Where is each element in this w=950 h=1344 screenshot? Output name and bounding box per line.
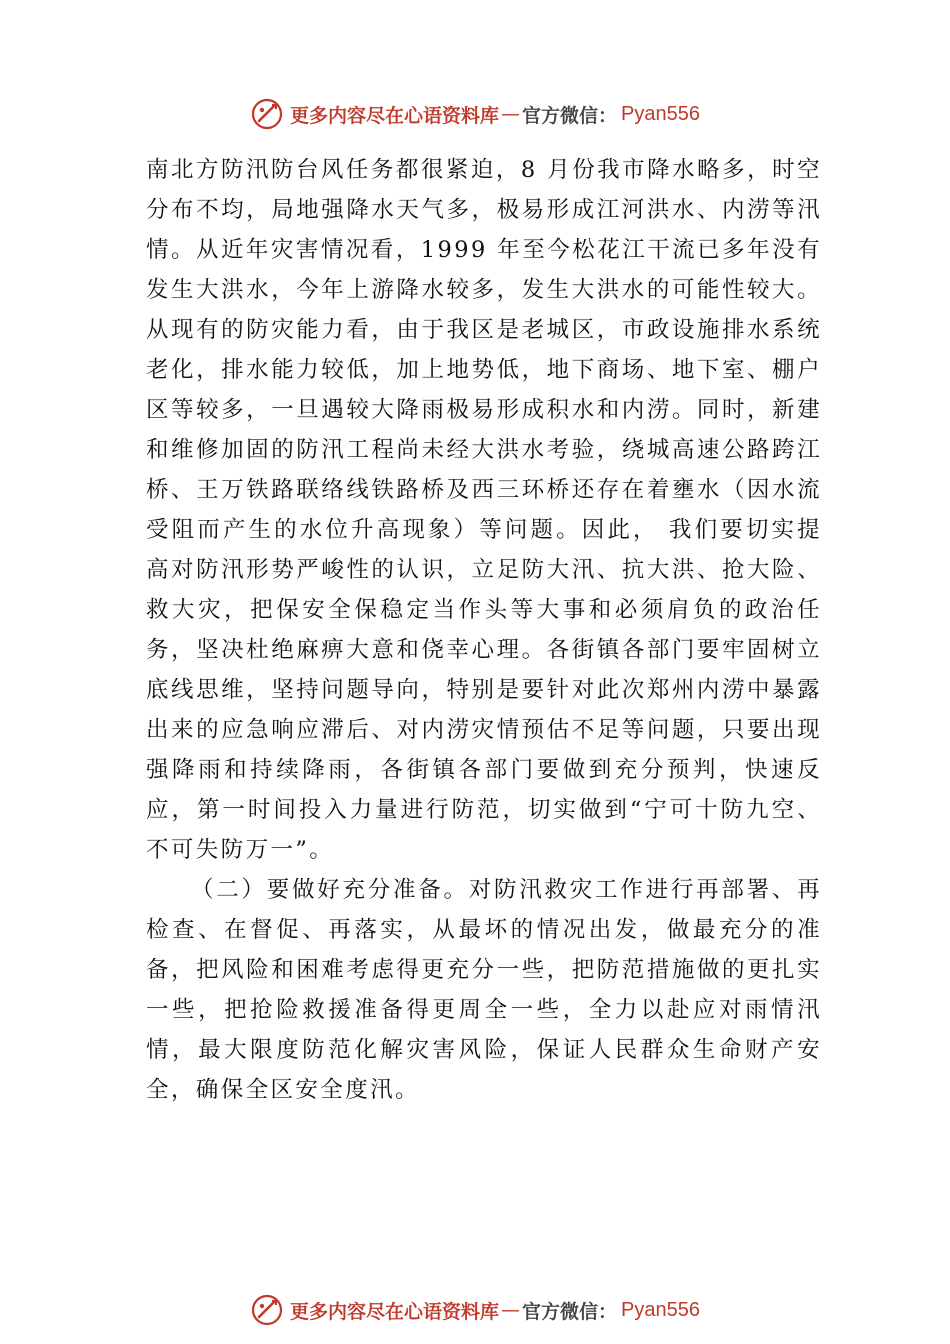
watermark-wechat-id: Pyan556 [621, 1298, 700, 1321]
header-watermark [0, 94, 950, 134]
watermark-dash: — [501, 103, 521, 125]
watermark-dash: — [501, 1299, 521, 1321]
watermark-lead-text: 更多内容尽在心语资料库 [290, 1300, 500, 1323]
brand-logo-icon [250, 1293, 284, 1327]
body-paragraph-2: （二）要做好充分准备。对防汛救灾工作进行再部署、再检查、在督促、再落实，从最坏的情况出发，做最充分的准备，把风险和困难考虑得更充分一些，把防范措施做的更扎实一些，把抢险救援准备得更周全一些，全力以赴应对雨情汛情，最大限度防范化解灾害风险，保证人民群众生命财产安全，确保全区安全度汛。 [146, 877, 822, 1103]
footer-watermark [0, 1290, 950, 1330]
watermark-lead-text: 更多内容尽在心语资料库 [290, 104, 500, 127]
body-paragraph-1: 南北方防汛防台风任务都很紧迫，8 月份我市降水略多，时空分布不均，局地强降水天气多，极易形成江河洪水、内涝等汛情。从近年灾害情况看，1999 年至今松花江干流已多年没有发生大洪水，今年上游降水较多，发生大洪水的可能性较大。从现有的防灾能力看，由于我区是老城区，市政设施排水系统老化，排水能力较低，加上地势低，地下商场、地下室、棚户区等较多，一旦遇较大降雨极易形成积水和内涝。同时，新建和维修加固的防汛工程尚未经大洪水考验，绕城高速公路跨江桥、王万铁路联络线铁路桥及西三环桥还存在着壅水（因水流受阻而产生的水位升高现象）等问题。因此， 我们要切实提高对防汛形势严峻性的认识，立足防大汛、抗大洪、抢大险、救大灾，把保安全保稳定当作头等大事和必须肩负的政治任务，坚决杜绝麻痹大意和侥幸心理。各街镇各部门要牢固树立底线思维，坚持问题导向，特别是要针对此次郑州内涝中暴露出来的应急响应滞后、对内涝灾情预估不足等问题，只要出现强降雨和持续降雨，各街镇各部门要做到充分预判，快速反应，第一时间投入力量进行防范，切实做到“宁可十防九空、不可失防万一”。 [146, 157, 822, 863]
watermark-wechat-label: 官方微信： [522, 104, 618, 127]
watermark-wechat-label: 官方微信： [522, 1300, 618, 1323]
document-body [146, 150, 822, 1110]
brand-logo-icon [250, 97, 284, 131]
watermark-wechat-id: Pyan556 [621, 102, 700, 125]
